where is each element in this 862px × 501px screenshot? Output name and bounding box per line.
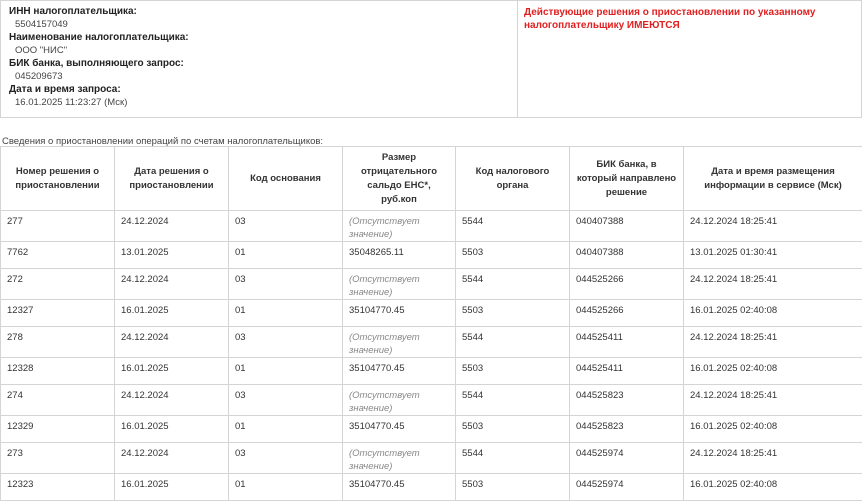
negative-balance-cell-text: (Отсутствует значение) bbox=[349, 332, 420, 356]
reason-code-cell bbox=[229, 211, 343, 242]
negative-balance-cell-text: 35104770.45 bbox=[349, 421, 404, 432]
posted-datetime-cell-text: 16.01.2025 02:40:08 bbox=[690, 363, 777, 374]
datetime-value: 16.01.2025 11:23:27 (Мск) bbox=[9, 96, 509, 109]
posted-datetime-cell bbox=[684, 443, 862, 474]
table-row bbox=[1, 358, 862, 385]
bik-label: БИК банка, выполняющего запрос: bbox=[9, 57, 509, 70]
decision-date-cell bbox=[115, 385, 229, 416]
table-body bbox=[1, 211, 862, 501]
tax-authority-code-cell bbox=[456, 211, 570, 242]
decision-number-cell bbox=[1, 385, 115, 416]
table-row bbox=[1, 327, 862, 358]
reason-code-cell bbox=[229, 242, 343, 269]
negative-balance-cell bbox=[343, 358, 456, 385]
posted-datetime-cell bbox=[684, 300, 862, 327]
table-row bbox=[1, 269, 862, 300]
decision-date-cell bbox=[115, 211, 229, 242]
header-decision-date: Дата решения о приостановлении bbox=[115, 147, 229, 211]
decision-date-cell-text: 24.12.2024 bbox=[121, 448, 169, 459]
decision-date-cell-text: 16.01.2025 bbox=[121, 421, 169, 432]
posted-datetime-cell bbox=[684, 269, 862, 300]
decision-number-cell bbox=[1, 474, 115, 501]
tax-authority-code-cell bbox=[456, 269, 570, 300]
negative-balance-cell bbox=[343, 269, 456, 300]
tax-authority-code-cell bbox=[456, 327, 570, 358]
header-tax-authority-code: Код налогового органа bbox=[456, 147, 570, 211]
decision-number-cell bbox=[1, 211, 115, 242]
negative-balance-cell bbox=[343, 385, 456, 416]
decision-date-cell-text: 24.12.2024 bbox=[121, 274, 169, 285]
decision-date-cell bbox=[115, 300, 229, 327]
posted-datetime-cell bbox=[684, 416, 862, 443]
status-message: Действующие решения о приостановлении по указанному налогоплательщику ИМЕЮТСЯ bbox=[524, 6, 855, 32]
bank-bik-cell-text: 044525823 bbox=[576, 421, 624, 432]
bank-bik-cell bbox=[570, 358, 684, 385]
reason-code-cell-text: 03 bbox=[235, 390, 246, 401]
tax-authority-code-cell-text: 5544 bbox=[462, 216, 483, 227]
decision-number-cell bbox=[1, 358, 115, 385]
posted-datetime-cell bbox=[684, 242, 862, 269]
posted-datetime-cell-text: 16.01.2025 02:40:08 bbox=[690, 479, 777, 490]
decision-number-cell-text: 12327 bbox=[7, 305, 33, 316]
tax-authority-code-cell bbox=[456, 385, 570, 416]
decision-date-cell bbox=[115, 327, 229, 358]
tax-authority-code-cell bbox=[456, 242, 570, 269]
decision-number-cell bbox=[1, 242, 115, 269]
negative-balance-cell bbox=[343, 474, 456, 501]
decision-number-cell bbox=[1, 443, 115, 474]
negative-balance-cell-text: (Отсутствует значение) bbox=[349, 448, 420, 472]
reason-code-cell bbox=[229, 443, 343, 474]
reason-code-cell bbox=[229, 358, 343, 385]
tax-authority-code-cell bbox=[456, 474, 570, 501]
decision-date-cell bbox=[115, 269, 229, 300]
negative-balance-cell bbox=[343, 242, 456, 269]
posted-datetime-cell-text: 24.12.2024 18:25:41 bbox=[690, 448, 777, 459]
header-reason-code: Код основания bbox=[229, 147, 343, 211]
header-posted-datetime: Дата и время размещения информации в сервисе (Мск) bbox=[684, 147, 862, 211]
tax-authority-code-cell-text: 5544 bbox=[462, 274, 483, 285]
bank-bik-cell bbox=[570, 300, 684, 327]
table-row bbox=[1, 300, 862, 327]
tax-authority-code-cell-text: 5544 bbox=[462, 332, 483, 343]
bank-bik-cell-text: 044525823 bbox=[576, 390, 624, 401]
table-header-row bbox=[1, 147, 862, 211]
decision-number-cell bbox=[1, 269, 115, 300]
tax-authority-code-cell-text: 5544 bbox=[462, 448, 483, 459]
posted-datetime-cell-text: 13.01.2025 01:30:41 bbox=[690, 247, 777, 258]
reason-code-cell bbox=[229, 474, 343, 501]
reason-code-cell-text: 01 bbox=[235, 305, 246, 316]
datetime-label: Дата и время запроса: bbox=[9, 83, 509, 96]
bank-bik-cell bbox=[570, 242, 684, 269]
decision-date-cell-text: 24.12.2024 bbox=[121, 390, 169, 401]
reason-code-cell-text: 03 bbox=[235, 448, 246, 459]
decision-date-cell bbox=[115, 242, 229, 269]
posted-datetime-cell-text: 24.12.2024 18:25:41 bbox=[690, 390, 777, 401]
negative-balance-cell-text: 35104770.45 bbox=[349, 305, 404, 316]
bank-bik-cell-text: 044525411 bbox=[576, 363, 623, 374]
tax-authority-code-cell-text: 5503 bbox=[462, 421, 483, 432]
tax-authority-code-cell-text: 5503 bbox=[462, 305, 483, 316]
bank-bik-cell-text: 040407388 bbox=[576, 216, 624, 227]
negative-balance-cell-text: (Отсутствует значение) bbox=[349, 274, 420, 298]
bank-bik-cell bbox=[570, 443, 684, 474]
posted-datetime-cell-text: 24.12.2024 18:25:41 bbox=[690, 332, 777, 343]
posted-datetime-cell-text: 16.01.2025 02:40:08 bbox=[690, 305, 777, 316]
tax-authority-code-cell bbox=[456, 358, 570, 385]
suspension-table bbox=[0, 146, 862, 501]
table-row bbox=[1, 242, 862, 269]
bank-bik-cell bbox=[570, 269, 684, 300]
posted-datetime-cell bbox=[684, 385, 862, 416]
decision-date-cell bbox=[115, 443, 229, 474]
bank-bik-cell-text: 044525974 bbox=[576, 448, 624, 459]
reason-code-cell-text: 01 bbox=[235, 247, 246, 258]
bank-bik-cell-text: 044525411 bbox=[576, 332, 623, 343]
tax-authority-code-cell bbox=[456, 443, 570, 474]
reason-code-cell-text: 03 bbox=[235, 216, 246, 227]
bank-bik-cell bbox=[570, 211, 684, 242]
negative-balance-cell bbox=[343, 416, 456, 443]
decision-date-cell bbox=[115, 358, 229, 385]
posted-datetime-cell-text: 24.12.2024 18:25:41 bbox=[690, 216, 777, 227]
reason-code-cell bbox=[229, 269, 343, 300]
reason-code-cell-text: 01 bbox=[235, 363, 246, 374]
header-decision-number: Номер решения о приостановлении bbox=[1, 147, 115, 211]
decision-number-cell bbox=[1, 327, 115, 358]
decision-number-cell-text: 12328 bbox=[7, 363, 33, 374]
decision-number-cell bbox=[1, 300, 115, 327]
decision-date-cell-text: 13.01.2025 bbox=[121, 247, 169, 258]
reason-code-cell-text: 01 bbox=[235, 479, 246, 490]
decision-date-cell-text: 16.01.2025 bbox=[121, 363, 169, 374]
decision-number-cell-text: 274 bbox=[7, 390, 23, 401]
negative-balance-cell-text: (Отсутствует значение) bbox=[349, 216, 420, 240]
reason-code-cell bbox=[229, 300, 343, 327]
reason-code-cell-text: 03 bbox=[235, 332, 246, 343]
decision-number-cell-text: 12323 bbox=[7, 479, 33, 490]
negative-balance-cell bbox=[343, 300, 456, 327]
header-negative-balance: Размер отрицательного сальдо ЕНС*, руб.коп bbox=[343, 147, 456, 211]
request-info-panel bbox=[0, 0, 862, 118]
bank-bik-cell-text: 044525266 bbox=[576, 305, 624, 316]
name-value: ООО "НИС" bbox=[9, 44, 509, 57]
decision-number-cell bbox=[1, 416, 115, 443]
tax-authority-code-cell bbox=[456, 300, 570, 327]
reason-code-cell bbox=[229, 416, 343, 443]
bank-bik-cell-text: 044525974 bbox=[576, 479, 624, 490]
posted-datetime-cell bbox=[684, 327, 862, 358]
reason-code-cell bbox=[229, 385, 343, 416]
decision-number-cell-text: 7762 bbox=[7, 247, 28, 258]
tax-authority-code-cell-text: 5503 bbox=[462, 247, 483, 258]
decision-date-cell-text: 24.12.2024 bbox=[121, 216, 169, 227]
name-label: Наименование налогоплательщика: bbox=[9, 31, 509, 44]
taxpayer-details bbox=[1, 1, 518, 117]
bank-bik-cell-text: 040407388 bbox=[576, 247, 624, 258]
inn-label: ИНН налогоплательщика: bbox=[9, 5, 509, 18]
bank-bik-cell bbox=[570, 327, 684, 358]
bank-bik-cell bbox=[570, 385, 684, 416]
tax-authority-code-cell bbox=[456, 416, 570, 443]
negative-balance-cell-text: 35104770.45 bbox=[349, 479, 404, 490]
decision-number-cell-text: 12329 bbox=[7, 421, 33, 432]
bik-value: 045209673 bbox=[9, 70, 509, 83]
bank-bik-cell-text: 044525266 bbox=[576, 274, 624, 285]
negative-balance-cell-text: 35048265.11 bbox=[349, 247, 404, 258]
status-panel bbox=[518, 1, 861, 117]
decision-number-cell-text: 277 bbox=[7, 216, 23, 227]
negative-balance-cell bbox=[343, 211, 456, 242]
posted-datetime-cell bbox=[684, 474, 862, 501]
decision-number-cell-text: 272 bbox=[7, 274, 23, 285]
tax-authority-code-cell-text: 5503 bbox=[462, 479, 483, 490]
negative-balance-cell-text: (Отсутствует значение) bbox=[349, 390, 420, 414]
reason-code-cell bbox=[229, 327, 343, 358]
decision-number-cell-text: 278 bbox=[7, 332, 23, 343]
negative-balance-cell bbox=[343, 443, 456, 474]
decision-date-cell-text: 16.01.2025 bbox=[121, 305, 169, 316]
section-caption: Сведения о приостановлении операций по счетам налогоплательщиков: bbox=[2, 136, 323, 147]
header-bank-bik: БИК банка, в который направлено решение bbox=[570, 147, 684, 211]
posted-datetime-cell-text: 24.12.2024 18:25:41 bbox=[690, 274, 777, 285]
decision-date-cell-text: 16.01.2025 bbox=[121, 479, 169, 490]
table-row bbox=[1, 443, 862, 474]
tax-authority-code-cell-text: 5544 bbox=[462, 390, 483, 401]
posted-datetime-cell bbox=[684, 358, 862, 385]
inn-value: 5504157049 bbox=[9, 18, 509, 31]
posted-datetime-cell-text: 16.01.2025 02:40:08 bbox=[690, 421, 777, 432]
decision-number-cell-text: 273 bbox=[7, 448, 23, 459]
tax-authority-code-cell-text: 5503 bbox=[462, 363, 483, 374]
negative-balance-cell bbox=[343, 327, 456, 358]
reason-code-cell-text: 03 bbox=[235, 274, 246, 285]
table-row bbox=[1, 416, 862, 443]
table-row bbox=[1, 474, 862, 501]
decision-date-cell-text: 24.12.2024 bbox=[121, 332, 169, 343]
negative-balance-cell-text: 35104770.45 bbox=[349, 363, 404, 374]
bank-bik-cell bbox=[570, 416, 684, 443]
decision-date-cell bbox=[115, 474, 229, 501]
decision-date-cell bbox=[115, 416, 229, 443]
reason-code-cell-text: 01 bbox=[235, 421, 246, 432]
posted-datetime-cell bbox=[684, 211, 862, 242]
table-row bbox=[1, 211, 862, 242]
table-row bbox=[1, 385, 862, 416]
bank-bik-cell bbox=[570, 474, 684, 501]
